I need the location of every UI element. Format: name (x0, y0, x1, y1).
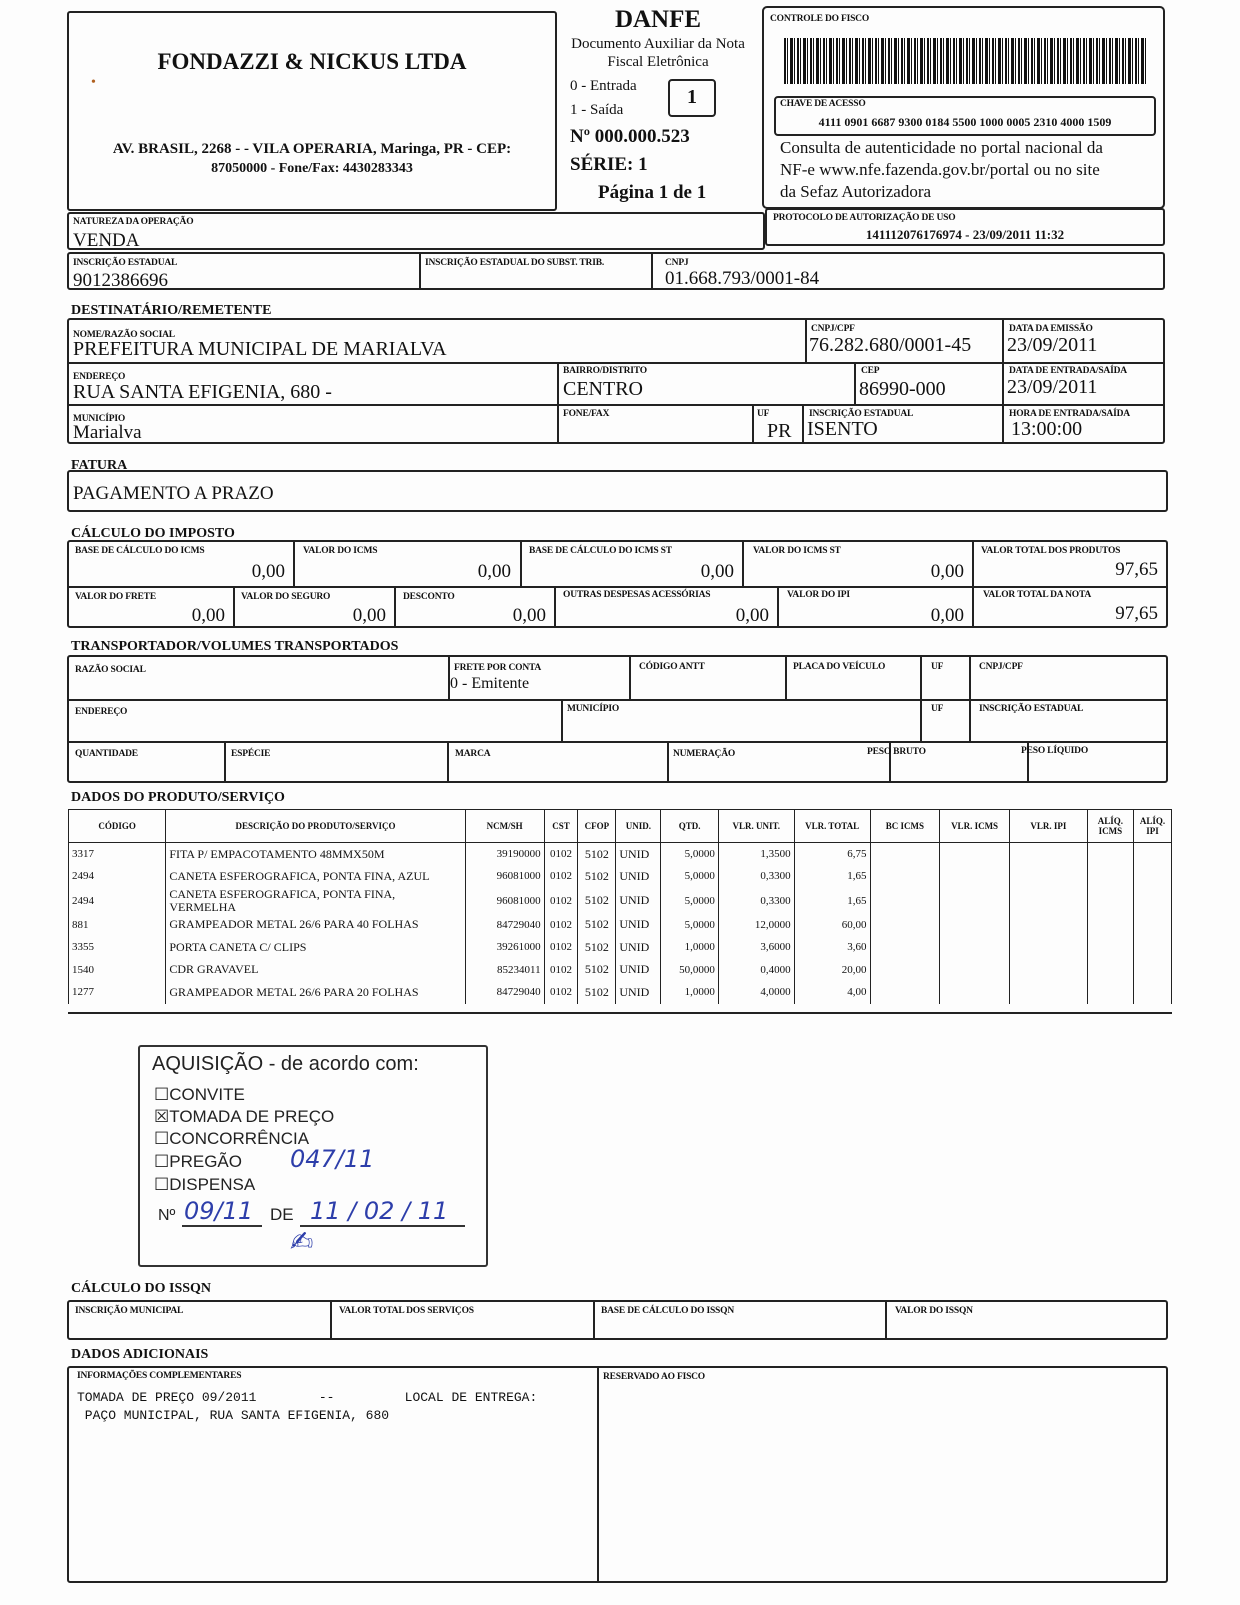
table-row (69, 981, 1172, 1004)
table-cell (940, 914, 1010, 937)
dest-fone-label: FONE/FAX (563, 409, 610, 419)
natureza-value: VENDA (73, 230, 140, 251)
signature-icon: ✍ (290, 1225, 314, 1258)
table-cell: 1,65 (794, 865, 870, 888)
stamp-title: AQUISIÇÃO - de acordo com: (152, 1053, 419, 1075)
t-peso-bruto-label: PESO BRUTO (867, 747, 926, 757)
table-cell: 4,0000 (718, 981, 794, 1004)
table-cell: 3,6000 (718, 936, 794, 959)
table-cell: 0,3300 (718, 865, 794, 888)
t-placa-label: PLACA DO VEÍCULO (793, 662, 886, 672)
v-st-label: VALOR DO ICMS ST (753, 546, 841, 556)
header-unid: UNID. (616, 810, 661, 843)
header-vlr-icms: VLR. ICMS (940, 810, 1010, 843)
table-cell: 2494 (69, 888, 166, 914)
header-cst: CST (544, 810, 578, 843)
v-icms-label: VALOR DO ICMS (303, 546, 378, 556)
table-cell: 0102 (544, 936, 578, 959)
header-ncm: NCM/SH (465, 810, 544, 843)
table-cell: 50,0000 (661, 959, 718, 982)
table-cell: 5102 (578, 865, 616, 888)
table-cell (870, 843, 940, 866)
stamp-opt-convite-label: CONVITE (169, 1085, 245, 1104)
emitente-name: FONDAZZI & NICKUS LTDA (157, 49, 467, 74)
table-cell: 5,0000 (661, 888, 718, 914)
header-aliq-ipi: ALÍQ. IPI (1133, 810, 1171, 843)
protocolo-box (765, 208, 1165, 246)
table-cell (1133, 843, 1171, 866)
table-cell: 5102 (578, 914, 616, 937)
t-especie-label: ESPÉCIE (231, 749, 271, 759)
table-cell (1087, 843, 1133, 866)
header-bc-icms: BC ICMS (870, 810, 940, 843)
table-cell: 1,3500 (718, 843, 794, 866)
table-cell (1133, 959, 1171, 982)
stamp-opt-concorrencia (154, 1129, 309, 1149)
table-cell: 3355 (69, 936, 166, 959)
chave-acesso: 4111 0901 6687 9300 0184 5500 1000 0005 2310 4000 1509 (818, 115, 1112, 129)
table-cell: 20,00 (794, 959, 870, 982)
issqn-bc-label: BASE DE CÁLCULO DO ISSQN (601, 1306, 734, 1316)
dest-ie: ISENTO (807, 418, 878, 440)
table-cell: FITA P/ EMPACOTAMENTO 48MMX50M (166, 843, 465, 866)
cnpj-value: 01.668.793/0001-84 (665, 268, 820, 289)
controle-label: CONTROLE DO FISCO (770, 14, 870, 24)
protocolo-label: PROTOCOLO DE AUTORIZAÇÃO DE USO (773, 213, 956, 223)
table-cell (1133, 936, 1171, 959)
fatura-value: PAGAMENTO A PRAZO (73, 483, 274, 504)
bc-icms: 0,00 (251, 561, 285, 582)
table-cell: CDR GRAVAVEL (166, 959, 465, 982)
t-uf2-label: UF (931, 704, 944, 714)
header-vlr-total: VLR. TOTAL (794, 810, 870, 843)
ie-label: INSCRIÇÃO ESTADUAL (73, 258, 178, 268)
checkbox-empty-icon: ☐ (154, 1152, 170, 1171)
stamp-opt-tomada-label: TOMADA DE PREÇO (169, 1107, 335, 1126)
emitente-address-2: 87050000 - Fone/Fax: 4430283343 (211, 161, 413, 176)
checkbox-empty-icon: ☐ (154, 1129, 170, 1148)
stamp-opt-dispensa (154, 1175, 255, 1195)
danfe-serie: SÉRIE: 1 (570, 154, 648, 175)
fatura-box (67, 470, 1168, 512)
ie-st-label: INSCRIÇÃO ESTADUAL DO SUBST. TRIB. (425, 258, 605, 268)
dest-emissao: 23/09/2011 (1007, 334, 1098, 356)
table-cell: 0102 (544, 843, 578, 866)
dest-cep: 86990-000 (859, 378, 946, 400)
v-prod-label: VALOR TOTAL DOS PRODUTOS (981, 546, 1121, 556)
stamp-opt-dispensa-label: DISPENSA (169, 1175, 256, 1194)
header-aliq-icms: ALÍQ. ICMS (1087, 810, 1133, 843)
transporte-box (67, 655, 1168, 783)
produtos-bottom-line (68, 1012, 1172, 1014)
danfe-numero: Nº 000.000.523 (570, 126, 690, 147)
table-row (69, 888, 1172, 914)
info-label: INFORMAÇÕES COMPLEMENTARES (77, 1371, 242, 1381)
dest-entrada: 23/09/2011 (1007, 376, 1098, 398)
dest-cep-label: CEP (861, 366, 880, 376)
table-cell (940, 888, 1010, 914)
consulta-line-2: NF-e www.nfe.fazenda.gov.br/portal ou no site (780, 160, 1100, 179)
issqn-title: CÁLCULO DO ISSQN (71, 1281, 212, 1296)
frete: 0,00 (191, 605, 225, 626)
consulta-line-3: da Sefaz Autorizadora (780, 182, 932, 201)
table-cell (1133, 914, 1171, 937)
imposto-box (67, 540, 1168, 628)
header-codigo: CÓDIGO (69, 810, 166, 843)
header-vlr-ipi: VLR. IPI (1009, 810, 1087, 843)
ipi-label: VALOR DO IPI (787, 590, 850, 600)
seguro-label: VALOR DO SEGURO (241, 592, 331, 602)
t-marca-label: MARCA (455, 749, 491, 759)
desconto: 0,00 (512, 605, 546, 626)
t-peso-liquido-label: PESO LÍQUIDO (1021, 746, 1089, 756)
protocolo-value: 141112076176974 - 23/09/2011 11:32 (865, 227, 1065, 242)
table-cell: CANETA ESFEROGRAFICA, PONTA FINA, VERMELHA (166, 888, 465, 914)
table-cell: 39261000 (465, 936, 544, 959)
header-qtd: QTD. (661, 810, 718, 843)
aquisicao-stamp (138, 1045, 488, 1267)
emitente-box (67, 11, 557, 211)
frete-label: VALOR DO FRETE (75, 592, 156, 602)
dest-municipio: Marialva (73, 422, 142, 443)
danfe-pagina: Página 1 de 1 (598, 182, 707, 203)
table-cell: 4,00 (794, 981, 870, 1004)
dest-nome-label: NOME/RAZÃO SOCIAL (73, 330, 175, 340)
table-cell: 5102 (578, 981, 616, 1004)
table-cell (1087, 914, 1133, 937)
stamp-opt-pregao-label: PREGÃO (169, 1152, 242, 1171)
imposto-title: CÁLCULO DO IMPOSTO (71, 526, 235, 541)
table-cell: 1,0000 (661, 981, 718, 1004)
table-cell (1009, 843, 1087, 866)
table-cell: 0,3300 (718, 888, 794, 914)
t-razao-label: RAZÃO SOCIAL (75, 665, 146, 675)
table-row (69, 959, 1172, 982)
emitente-address: AV. BRASIL, 2268 - - VILA OPERARIA, Maringa, PR - CEP: (112, 141, 512, 157)
produtos-header-row (69, 810, 1172, 843)
table-row (69, 865, 1172, 888)
fisco-box (762, 6, 1165, 209)
table-cell: 3,60 (794, 936, 870, 959)
dest-uf: PR (767, 420, 792, 442)
table-cell: 84729040 (465, 914, 544, 937)
table-cell (1009, 865, 1087, 888)
stamp-opt-concorrencia-label: CONCORRÊNCIA (169, 1129, 310, 1148)
danfe-title: DANFE (614, 6, 702, 33)
table-cell: 5102 (578, 888, 616, 914)
table-cell: UNID (616, 914, 661, 937)
table-cell (1009, 959, 1087, 982)
v-nota-label: VALOR TOTAL DA NOTA (983, 590, 1092, 600)
table-cell (1087, 981, 1133, 1004)
stamp-date: 11 / 02 / 11 (310, 1197, 449, 1225)
table-cell: GRAMPEADOR METAL 26/6 PARA 40 FOLHAS (166, 914, 465, 937)
table-cell: 1540 (69, 959, 166, 982)
table-cell: 0,4000 (718, 959, 794, 982)
table-cell (870, 914, 940, 937)
table-cell: CANETA ESFEROGRAFICA, PONTA FINA, AZUL (166, 865, 465, 888)
table-cell: UNID (616, 981, 661, 1004)
table-cell: 0102 (544, 959, 578, 982)
table-cell (1087, 888, 1133, 914)
header-vlr-unit: VLR. UNIT. (718, 810, 794, 843)
table-cell: UNID (616, 936, 661, 959)
table-cell (870, 936, 940, 959)
table-cell (940, 959, 1010, 982)
header-cfop: CFOP (578, 810, 616, 843)
table-cell (1009, 914, 1087, 937)
destinatario-title: DESTINATÁRIO/REMETENTE (71, 303, 272, 318)
table-cell (1087, 936, 1133, 959)
dest-cnpj-label: CNPJ/CPF (811, 324, 855, 334)
table-cell (1009, 888, 1087, 914)
produtos-body (69, 843, 1172, 1004)
t-frete: 0 - Emitente (450, 675, 530, 692)
table-cell: 0102 (544, 914, 578, 937)
t-numeracao-label: NUMERAÇÃO (673, 749, 736, 759)
table-cell: 0102 (544, 865, 578, 888)
consulta-line-1: Consulta de autenticidade no portal nacional da (780, 138, 1103, 157)
seguro: 0,00 (352, 605, 386, 626)
table-cell: 96081000 (465, 865, 544, 888)
v-icms: 0,00 (477, 561, 511, 582)
produtos-table (68, 809, 1172, 1004)
ipi: 0,00 (930, 605, 964, 626)
table-cell: GRAMPEADOR METAL 26/6 PARA 20 FOLHAS (166, 981, 465, 1004)
table-cell (940, 865, 1010, 888)
stamp-hand-note: 047/11 (290, 1145, 375, 1173)
stamp-opt-tomada (154, 1107, 334, 1127)
table-cell: 1,65 (794, 888, 870, 914)
dest-municipio-label: MUNICÍPIO (73, 414, 126, 424)
table-row (69, 914, 1172, 937)
t-ie-label: INSCRIÇÃO ESTADUAL (979, 704, 1084, 714)
table-cell: UNID (616, 865, 661, 888)
desconto-label: DESCONTO (403, 592, 455, 602)
info-line-2: PAÇO MUNICIPAL, RUA SANTA EFIGENIA, 680 (77, 1408, 390, 1423)
emitente-logo-dots: • (91, 75, 96, 90)
v-prod: 97,65 (1115, 559, 1158, 580)
t-frete-label: FRETE POR CONTA (454, 663, 542, 673)
issqn-box (67, 1300, 1168, 1340)
table-cell: 5,0000 (661, 843, 718, 866)
table-cell: 1,0000 (661, 936, 718, 959)
table-cell (870, 981, 940, 1004)
stamp-num: 09/11 (184, 1197, 254, 1225)
table-cell: 6,75 (794, 843, 870, 866)
t-cnpj-label: CNPJ/CPF (979, 662, 1023, 672)
danfe-subtitle-2: Fiscal Eletrônica (607, 54, 709, 70)
dest-endereco: RUA SANTA EFIGENIA, 680 - (73, 381, 332, 403)
dest-bairro: CENTRO (563, 378, 643, 400)
table-cell (1133, 888, 1171, 914)
issqn-total-label: VALOR TOTAL DOS SERVIÇOS (339, 1306, 474, 1316)
table-row (69, 936, 1172, 959)
issqn-valor-label: VALOR DO ISSQN (895, 1306, 973, 1316)
inscricao-row (67, 252, 1165, 290)
dest-bairro-label: BAIRRO/DISTRITO (563, 366, 647, 376)
table-cell: 5102 (578, 936, 616, 959)
table-cell (870, 865, 940, 888)
t-municipio-label: MUNICÍPIO (567, 704, 620, 714)
table-cell (1087, 865, 1133, 888)
table-cell: 5102 (578, 843, 616, 866)
table-cell: 39190000 (465, 843, 544, 866)
danfe-tipo: 1 (687, 86, 697, 108)
adicionais-box (67, 1366, 1168, 1583)
table-cell: 881 (69, 914, 166, 937)
table-cell: UNID (616, 843, 661, 866)
table-cell (940, 981, 1010, 1004)
t-uf-label: UF (931, 662, 944, 672)
table-cell (940, 843, 1010, 866)
chave-label: CHAVE DE ACESSO (780, 99, 866, 109)
table-cell: UNID (616, 888, 661, 914)
stamp-num-prefix: Nº (158, 1207, 176, 1224)
danfe-saida: 1 - Saída (570, 102, 624, 118)
dest-nome: PREFEITURA MUNICIPAL DE MARIALVA (73, 338, 447, 360)
table-cell (1009, 981, 1087, 1004)
dest-ie-label: INSCRIÇÃO ESTADUAL (809, 409, 914, 419)
natureza-box (67, 212, 765, 250)
table-cell: 0102 (544, 888, 578, 914)
danfe-block (558, 6, 758, 211)
outras: 0,00 (735, 605, 769, 626)
stamp-opt-pregao (154, 1152, 242, 1172)
table-cell (1133, 865, 1171, 888)
table-cell: 2494 (69, 865, 166, 888)
dest-endereco-label: ENDEREÇO (73, 372, 126, 382)
table-cell: 60,00 (794, 914, 870, 937)
table-cell (1133, 981, 1171, 1004)
bc-st-label: BASE DE CÁLCULO DO ICMS ST (529, 546, 672, 556)
dest-uf-label: UF (757, 409, 770, 419)
table-cell: 5,0000 (661, 914, 718, 937)
info-line-1: TOMADA DE PREÇO 09/2011 -- LOCAL DE ENTREGA: (77, 1390, 538, 1405)
checkbox-empty-icon: ☐ (154, 1085, 170, 1104)
dest-emissao-label: DATA DA EMISSÃO (1009, 324, 1093, 334)
table-cell: UNID (616, 959, 661, 982)
natureza-label: NATUREZA DA OPERAÇÃO (73, 217, 194, 227)
table-cell (1009, 936, 1087, 959)
t-antt-label: CÓDIGO ANTT (639, 662, 705, 672)
adicionais-title: DADOS ADICIONAIS (71, 1347, 209, 1362)
bc-icms-label: BASE DE CÁLCULO DO ICMS (75, 546, 205, 556)
dest-hora: 13:00:00 (1011, 418, 1083, 440)
v-nota: 97,65 (1115, 603, 1158, 624)
table-cell: 0102 (544, 981, 578, 1004)
table-cell: 96081000 (465, 888, 544, 914)
produtos-title: DADOS DO PRODUTO/SERVIÇO (71, 790, 285, 805)
destinatario-box (67, 318, 1165, 444)
danfe-entrada: 0 - Entrada (570, 78, 637, 94)
t-qtd-label: QUANTIDADE (75, 749, 138, 759)
table-cell: 5102 (578, 959, 616, 982)
dest-entrada-label: DATA DE ENTRADA/SAÍDA (1009, 366, 1127, 376)
dest-cnpj: 76.282.680/0001-45 (809, 334, 972, 356)
t-endereco-label: ENDEREÇO (75, 707, 128, 717)
checkbox-empty-icon: ☐ (154, 1175, 170, 1194)
stamp-opt-convite (154, 1085, 245, 1105)
stamp-de: DE (270, 1205, 294, 1224)
danfe-subtitle-1: Documento Auxiliar da Nota (571, 36, 745, 52)
table-cell: PORTA CANETA C/ CLIPS (166, 936, 465, 959)
table-cell: 5,0000 (661, 865, 718, 888)
table-row (69, 843, 1172, 866)
table-cell: 1277 (69, 981, 166, 1004)
fisco-reservado-label: RESERVADO AO FISCO (603, 1372, 705, 1382)
table-cell: 3317 (69, 843, 166, 866)
table-cell: 85234011 (465, 959, 544, 982)
table-cell: 12,0000 (718, 914, 794, 937)
ie-value: 9012386696 (73, 270, 168, 291)
header-descricao: DESCRIÇÃO DO PRODUTO/SERVIÇO (166, 810, 465, 843)
table-cell: 84729040 (465, 981, 544, 1004)
barcode (784, 38, 1148, 84)
bc-st: 0,00 (700, 561, 734, 582)
table-cell (940, 936, 1010, 959)
transporte-title: TRANSPORTADOR/VOLUMES TRANSPORTADOS (71, 639, 399, 654)
v-st: 0,00 (930, 561, 964, 582)
table-cell (870, 888, 940, 914)
fatura-title: FATURA (71, 458, 128, 473)
dest-hora-label: HORA DE ENTRADA/SAÍDA (1009, 409, 1130, 419)
table-cell (870, 959, 940, 982)
issqn-im-label: INSCRIÇÃO MUNICIPAL (75, 1306, 184, 1316)
checkbox-checked-icon: ☒ (154, 1107, 170, 1126)
outras-label: OUTRAS DESPESAS ACESSÓRIAS (563, 590, 711, 600)
cnpj-label: CNPJ (665, 258, 689, 268)
table-cell (1087, 959, 1133, 982)
